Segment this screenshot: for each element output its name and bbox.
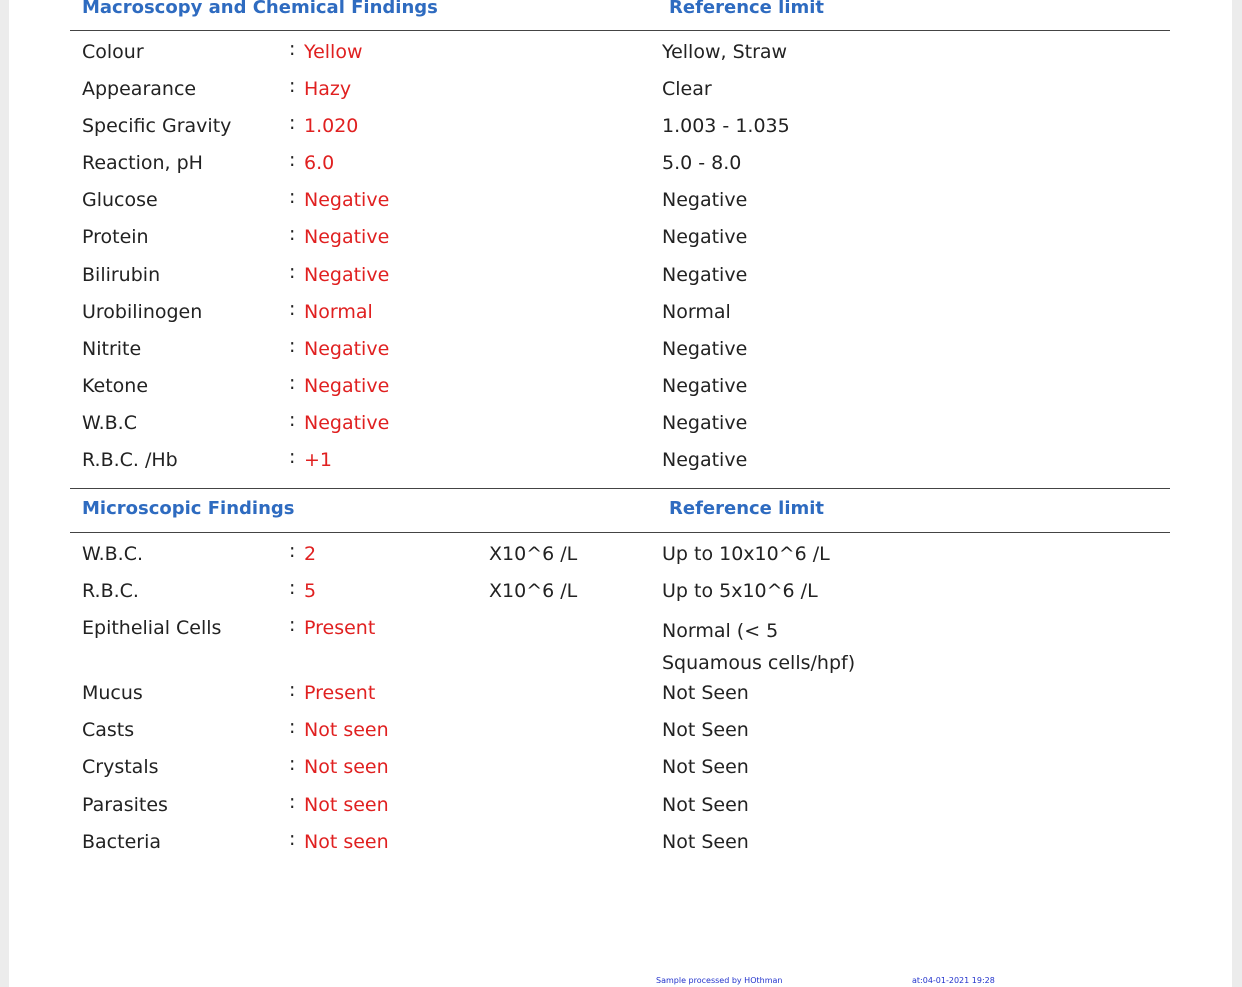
- reference-value: Clear: [662, 78, 712, 100]
- test-label: Nitrite: [82, 338, 142, 360]
- test-value: 5: [304, 580, 317, 602]
- processed-by-text: Sample processed by HOthman: [656, 976, 783, 985]
- table-row: [9, 225, 1232, 255]
- test-label: Ketone: [82, 375, 149, 397]
- test-value: Negative: [304, 189, 390, 211]
- test-label: R.B.C. /Hb: [82, 449, 178, 471]
- test-label: Reaction, pH: [82, 152, 203, 174]
- test-value: Negative: [304, 338, 390, 360]
- colon-separator: :: [289, 614, 296, 636]
- table-row: [9, 830, 1232, 860]
- reference-value: Not Seen: [662, 756, 749, 778]
- table-row: [9, 300, 1232, 330]
- colon-separator: :: [289, 577, 296, 599]
- reference-value: Negative: [662, 449, 748, 471]
- timestamp-text: at:04-01-2021 19:28: [912, 976, 995, 985]
- reference-value-line2: Squamous cells/hpf): [662, 652, 856, 674]
- table-row: [9, 411, 1232, 441]
- test-label: Urobilinogen: [82, 301, 203, 323]
- macro-section-title: Macroscopy and Chemical Findings: [82, 0, 438, 18]
- test-label: Bilirubin: [82, 264, 161, 286]
- test-value: Not seen: [304, 794, 389, 816]
- colon-separator: :: [289, 446, 296, 468]
- test-label: Specific Gravity: [82, 115, 232, 137]
- test-value: +1: [304, 449, 333, 471]
- reference-value: Negative: [662, 189, 748, 211]
- colon-separator: :: [289, 75, 296, 97]
- table-row: [9, 77, 1232, 107]
- test-label: W.B.C: [82, 412, 137, 434]
- table-row: [9, 40, 1232, 70]
- reference-value: 5.0 - 8.0: [662, 152, 742, 174]
- reference-value: Negative: [662, 412, 748, 434]
- colon-separator: :: [289, 791, 296, 813]
- reference-value: Normal (< 5: [662, 620, 779, 642]
- test-label: Epithelial Cells: [82, 617, 222, 639]
- table-row: [9, 448, 1232, 478]
- test-value: Present: [304, 682, 376, 704]
- micro-header-rule: [70, 532, 1170, 533]
- table-row: [9, 681, 1232, 711]
- table-row: [9, 718, 1232, 748]
- test-label: Mucus: [82, 682, 143, 704]
- test-value: Not seen: [304, 756, 389, 778]
- test-label: Glucose: [82, 189, 158, 211]
- colon-separator: :: [289, 335, 296, 357]
- colon-separator: :: [289, 112, 296, 134]
- test-label: Crystals: [82, 756, 159, 778]
- test-value: Not seen: [304, 831, 389, 853]
- reference-value: Negative: [662, 264, 748, 286]
- micro-reference-title: Reference limit: [669, 498, 825, 519]
- reference-value: Not Seen: [662, 682, 749, 704]
- test-label: W.B.C.: [82, 543, 144, 565]
- test-value: Present: [304, 617, 376, 639]
- colon-separator: :: [289, 540, 296, 562]
- colon-separator: :: [289, 223, 296, 245]
- reference-value: Not Seen: [662, 831, 749, 853]
- reference-value: Negative: [662, 226, 748, 248]
- macro-reference-title: Reference limit: [669, 0, 825, 18]
- test-value: 1.020: [304, 115, 359, 137]
- reference-value: Up to 5x10^6 /L: [662, 580, 818, 602]
- reference-value: Normal: [662, 301, 731, 323]
- test-label: Casts: [82, 719, 135, 741]
- test-label: Protein: [82, 226, 149, 248]
- test-value: 6.0: [304, 152, 335, 174]
- test-value: Not seen: [304, 719, 389, 741]
- reference-value: Negative: [662, 375, 748, 397]
- colon-separator: :: [289, 298, 296, 320]
- table-row: [9, 616, 1232, 678]
- test-label: R.B.C.: [82, 580, 139, 602]
- reference-value: 1.003 - 1.035: [662, 115, 790, 137]
- unit-label: X10^6 /L: [489, 580, 578, 602]
- table-row: [9, 755, 1232, 785]
- test-value: Negative: [304, 375, 390, 397]
- test-value: Negative: [304, 412, 390, 434]
- test-label: Bacteria: [82, 831, 161, 853]
- table-row: [9, 793, 1232, 823]
- test-label: Appearance: [82, 78, 197, 100]
- table-row: [9, 151, 1232, 181]
- colon-separator: :: [289, 186, 296, 208]
- colon-separator: :: [289, 38, 296, 60]
- reference-value: Not Seen: [662, 719, 749, 741]
- macro-header-rule: [70, 30, 1170, 31]
- colon-separator: :: [289, 679, 296, 701]
- table-row: [9, 188, 1232, 218]
- colon-separator: :: [289, 149, 296, 171]
- test-label: Colour: [82, 41, 144, 63]
- report-page: [9, 0, 1232, 987]
- colon-separator: :: [289, 261, 296, 283]
- reference-value: Not Seen: [662, 794, 749, 816]
- colon-separator: :: [289, 409, 296, 431]
- table-row: [9, 337, 1232, 367]
- test-value: Yellow: [304, 41, 363, 63]
- colon-separator: :: [289, 372, 296, 394]
- test-value: Hazy: [304, 78, 352, 100]
- table-row: [9, 579, 1232, 609]
- reference-value: Negative: [662, 338, 748, 360]
- test-value: 2: [304, 543, 317, 565]
- table-row: [9, 263, 1232, 293]
- test-value: Negative: [304, 264, 390, 286]
- test-value: Negative: [304, 226, 390, 248]
- colon-separator: :: [289, 753, 296, 775]
- test-value: Normal: [304, 301, 373, 323]
- reference-value: Up to 10x10^6 /L: [662, 543, 830, 565]
- table-row: [9, 114, 1232, 144]
- test-label: Parasites: [82, 794, 168, 816]
- colon-separator: :: [289, 828, 296, 850]
- micro-top-rule: [70, 488, 1170, 489]
- table-row: [9, 542, 1232, 572]
- table-row: [9, 374, 1232, 404]
- micro-section-title: Microscopic Findings: [82, 498, 295, 519]
- unit-label: X10^6 /L: [489, 543, 578, 565]
- colon-separator: :: [289, 716, 296, 738]
- reference-value: Yellow, Straw: [662, 41, 788, 63]
